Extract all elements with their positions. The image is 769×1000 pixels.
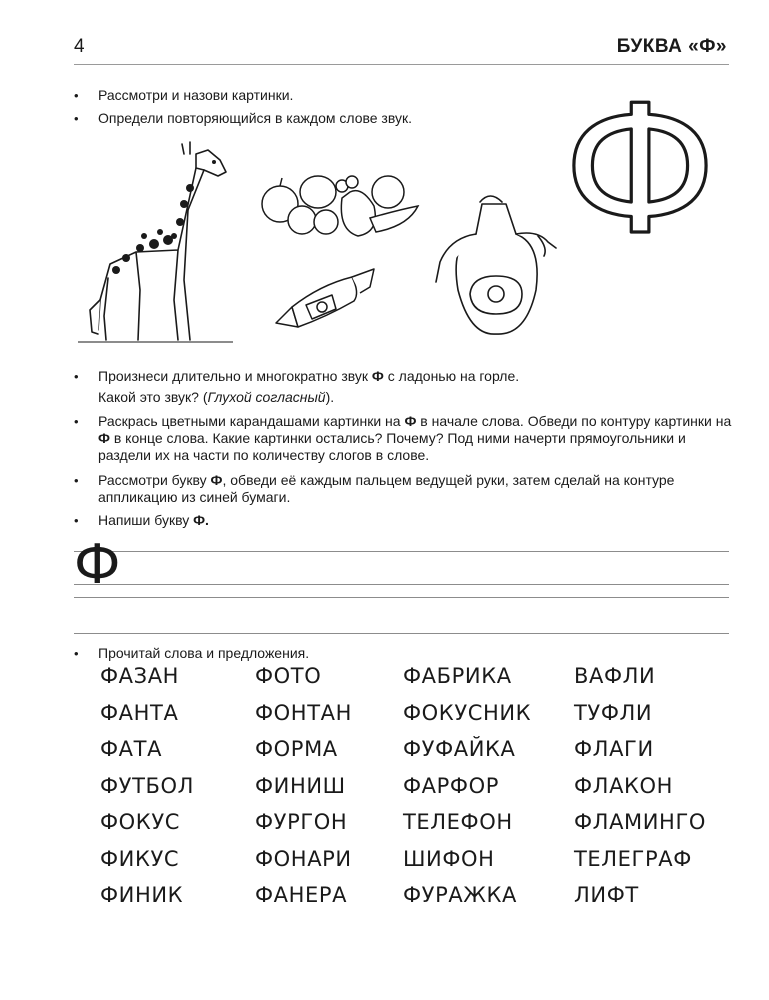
instruction-item [74,645,514,662]
instruction-item [74,472,734,506]
word: ФАЗАН [100,664,180,688]
word-column [255,664,352,920]
instruction-item [74,368,734,406]
word: ТЕЛЕФОН [403,810,513,834]
word: ФОКУС [100,810,180,834]
word: ФЛАКОН [574,773,674,798]
instruction-item [74,87,514,104]
apron-picture [430,190,560,340]
word: ФУФАЙКА [403,737,516,761]
word: ФАРФОР [403,773,499,798]
writing-practice-area[interactable] [74,545,729,640]
outline-letter: Ф [563,88,717,256]
outline-letter-f-illustration [545,88,735,256]
word: ФАНТА [100,700,179,725]
instruction-item [74,413,734,464]
word-list [100,664,720,924]
instruction-item [74,512,734,529]
word-column [574,664,706,920]
reading-instruction-text: • Прочитай слова и предложения. [98,645,310,661]
word: ФУРАЖКА [403,883,517,907]
word: ФАНЕРА [255,883,348,907]
instruction-text: • Раскрась цветными карандашами картинки на Ф в начале слова. Обведи по контуру картинки на Ф в конце слова. Какие картинки остались? Почему? Под ними начерти прямоугольники и раздели их на части по количеству слогов в слове. [98,413,732,463]
word: ШИФОН [403,846,495,871]
word: ФОНАРИ [255,846,352,871]
writing-line [74,633,729,634]
writing-sample-letter: Ф [74,533,121,596]
word: ФУРГОН [255,810,348,834]
word-column [100,664,194,920]
instruction-item [74,110,514,127]
instruction-text: • Произнеси длительно и многократно звук Ф с ладонью на горле. [98,368,520,384]
instruction-text: • Напиши букву Ф. [98,512,209,528]
word: ЛИФТ [574,883,639,907]
word: ФОТО [255,664,322,688]
instruction-text: • Рассмотри и назови картинки. [98,87,294,103]
word: ФОРМА [255,737,338,761]
instruction-subtext: Какой это звук? (Глухой согласный). [98,389,335,405]
instruction-text: • Рассмотри букву Ф, обведи её каждым пальцем ведущей руки, затем сделай на контуре аппликацию из синей бумаги. [98,472,675,505]
word: ТЕЛЕГРАФ [574,846,692,871]
word: ФЛАМИНГО [574,810,706,834]
candy-picture [270,265,380,335]
word: ФАТА [100,737,163,761]
fruit-picture [258,170,423,245]
word: ТУФЛИ [574,700,653,725]
instruction-text: • Определи повторяющийся в каждом слове звук. [98,110,412,126]
writing-line [74,597,729,598]
word: ФИНИК [100,883,184,907]
word: ФАБРИКА [403,664,512,688]
word: ФОНТАН [255,700,352,725]
writing-line [74,584,729,585]
word: ФИНИШ [255,773,346,798]
word: ФУТБОЛ [100,773,195,798]
word: ВАФЛИ [574,664,656,688]
giraffe-picture [78,140,233,350]
header-divider [74,64,729,65]
writing-line [74,551,729,552]
word: ФЛАГИ [574,737,654,761]
word-column [403,664,531,920]
word: ФИКУС [100,846,180,871]
page-number: 4 [74,36,85,57]
word: ФОКУСНИК [403,700,532,725]
page-title: БУКВА «Ф» [616,36,727,57]
